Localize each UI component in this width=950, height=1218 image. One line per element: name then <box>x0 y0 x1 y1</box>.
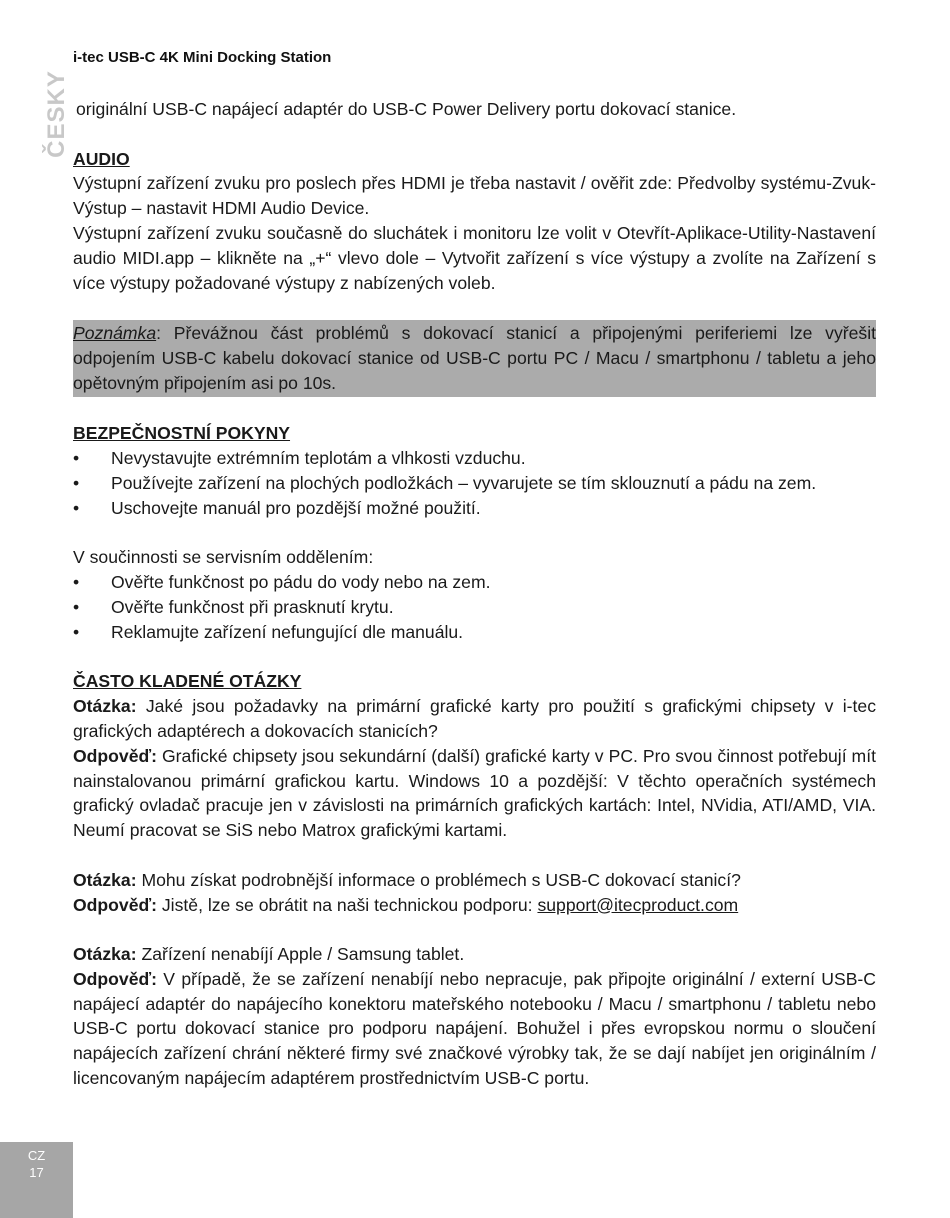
document-title: i-tec USB-C 4K Mini Docking Station <box>73 49 332 66</box>
audio-paragraph-1: Výstupní zařízení zvuku pro poslech přes HDMI je třeba nastavit / ověřit zde: Předvolby systému-Zvuk-Výstup – nastavit HDMI Audio Device. <box>73 173 876 219</box>
faq-heading: ČASTO KLADENÉ OTÁZKY <box>73 671 302 692</box>
side-language-label <box>40 70 74 158</box>
faq-answer-1: Odpověď: Grafické chipsety jsou sekundární (další) grafické karty v PC. Pro svou činnost potřebují mít nainstalovanou primární grafickou kartu. Windows 10 a pozdější: V těchto operačních systémech grafický ovladač pracuje jen v závislosti na primárních grafických kartách: Intel, NVidia, ATI/AMD, VIA. Neumí pracovat se SiS nebo Matrox grafickými kartami. <box>73 745 876 841</box>
bullet-icon: • <box>73 572 80 593</box>
audio-section <box>73 147 876 296</box>
intro-paragraph: originální USB-C napájecí adaptér do USB-C Power Delivery portu dokovací stanice. <box>76 99 737 119</box>
bullet-icon: • <box>73 621 80 642</box>
page-footer-tab <box>0 1142 73 1218</box>
safety-heading: BEZPEČNOSTNÍ POKYNY <box>73 423 291 444</box>
safety-section <box>73 421 876 520</box>
safety-list <box>73 446 876 520</box>
faq-question-2: Otázka: Mohu získat podrobnější informace o problémech s USB-C dokovací stanicí? <box>73 869 741 890</box>
note-text: : Převážnou část problémů s dokovací stanicí a připojenými periferiemi lze vyřešit odpojením USB-C kabelu dokovací stanice od USB-C portu PC / Macu / smartphonu / tabletu a jeho opětovným připojením asi po 10s. <box>73 323 876 393</box>
list-item: • Reklamujte zařízení nefungující dle manuálu. <box>73 620 876 645</box>
service-list <box>73 570 876 644</box>
bullet-icon: • <box>73 497 80 518</box>
answer-label: Odpověď: <box>73 745 157 766</box>
faq-question-3: Otázka: Zařízení nenabíjí Apple / Samsung tablet. <box>73 944 465 965</box>
answer-label: Odpověď: <box>73 894 157 915</box>
bullet-icon: • <box>73 596 80 617</box>
list-item: • Nevystavujte extrémním teplotám a vlhkosti vzduchu. <box>73 446 876 471</box>
question-label: Otázka: <box>73 696 137 717</box>
list-item: • Ověřte funkčnost po pádu do vody nebo na zem. <box>73 570 876 595</box>
service-intro: V součinnosti se servisním oddělením: <box>73 547 374 568</box>
list-item: • Používejte zařízení na plochých podložkách – vyvarujete se tím sklouznutí a pádu na zem. <box>73 471 876 496</box>
service-section <box>73 545 876 644</box>
support-email-link[interactable]: support@itecproduct.com <box>537 894 739 915</box>
faq-answer-3: Odpověď: V případě, že se zařízení nenabíjí nebo nepracuje, pak připojte originální / externí USB-C napájecí adaptér do napájecího konektoru mateřského notebooku / Macu / smartphonu / tabletu nebo USB-C portu dokovací stanice pro podporu napájení. Bohužel i přes evropskou normu o sloučení napájecích zařízení chrání některé firmy své značkové výrobky tak, že se dají nabíjet jen originálním / licencovaným napájecím adaptérem prostřednictvím USB-C portu. <box>73 968 876 1089</box>
audio-heading: AUDIO <box>73 148 130 169</box>
bullet-icon: • <box>73 472 80 493</box>
question-label: Otázka: <box>73 869 137 890</box>
faq-section <box>73 669 876 843</box>
page-number: 17 <box>29 1165 44 1180</box>
faq-question-1: Otázka: Jaké jsou požadavky na primární grafické karty pro použití s grafickými chipsety v i-tec grafických adaptérech a dokovacích stanicích? <box>73 696 876 741</box>
note-label: Poznámka <box>73 323 157 344</box>
footer-lang-code: CZ <box>27 1148 46 1163</box>
main-content <box>73 97 876 1091</box>
audio-paragraph-2: Výstupní zařízení zvuku současně do sluchátek i monitoru lze volit v Otevřít-Aplikace-Utility-Nastavení audio MIDI.app – klikněte na „+“ vlevo dole – Vytvořit zařízení s více výstupy a zvolíte na Zařízení s více výstupy požadované výstupy z nabízených voleb. <box>73 222 876 293</box>
faq-item-2 <box>73 868 876 918</box>
bullet-icon: • <box>73 448 80 469</box>
note-box <box>73 320 876 396</box>
list-item: • Ověřte funkčnost při prasknutí krytu. <box>73 595 876 620</box>
question-label: Otázka: <box>73 944 137 965</box>
answer-label: Odpověď: <box>73 968 157 989</box>
faq-answer-2: Odpověď: Jistě, lze se obrátit na naši technickou podporu: support@itecproduct.com <box>73 894 739 915</box>
faq-item-3 <box>73 942 876 1091</box>
list-item: • Uschovejte manuál pro pozdější možné použití. <box>73 496 876 521</box>
side-language-text: ČESKY <box>43 70 70 158</box>
